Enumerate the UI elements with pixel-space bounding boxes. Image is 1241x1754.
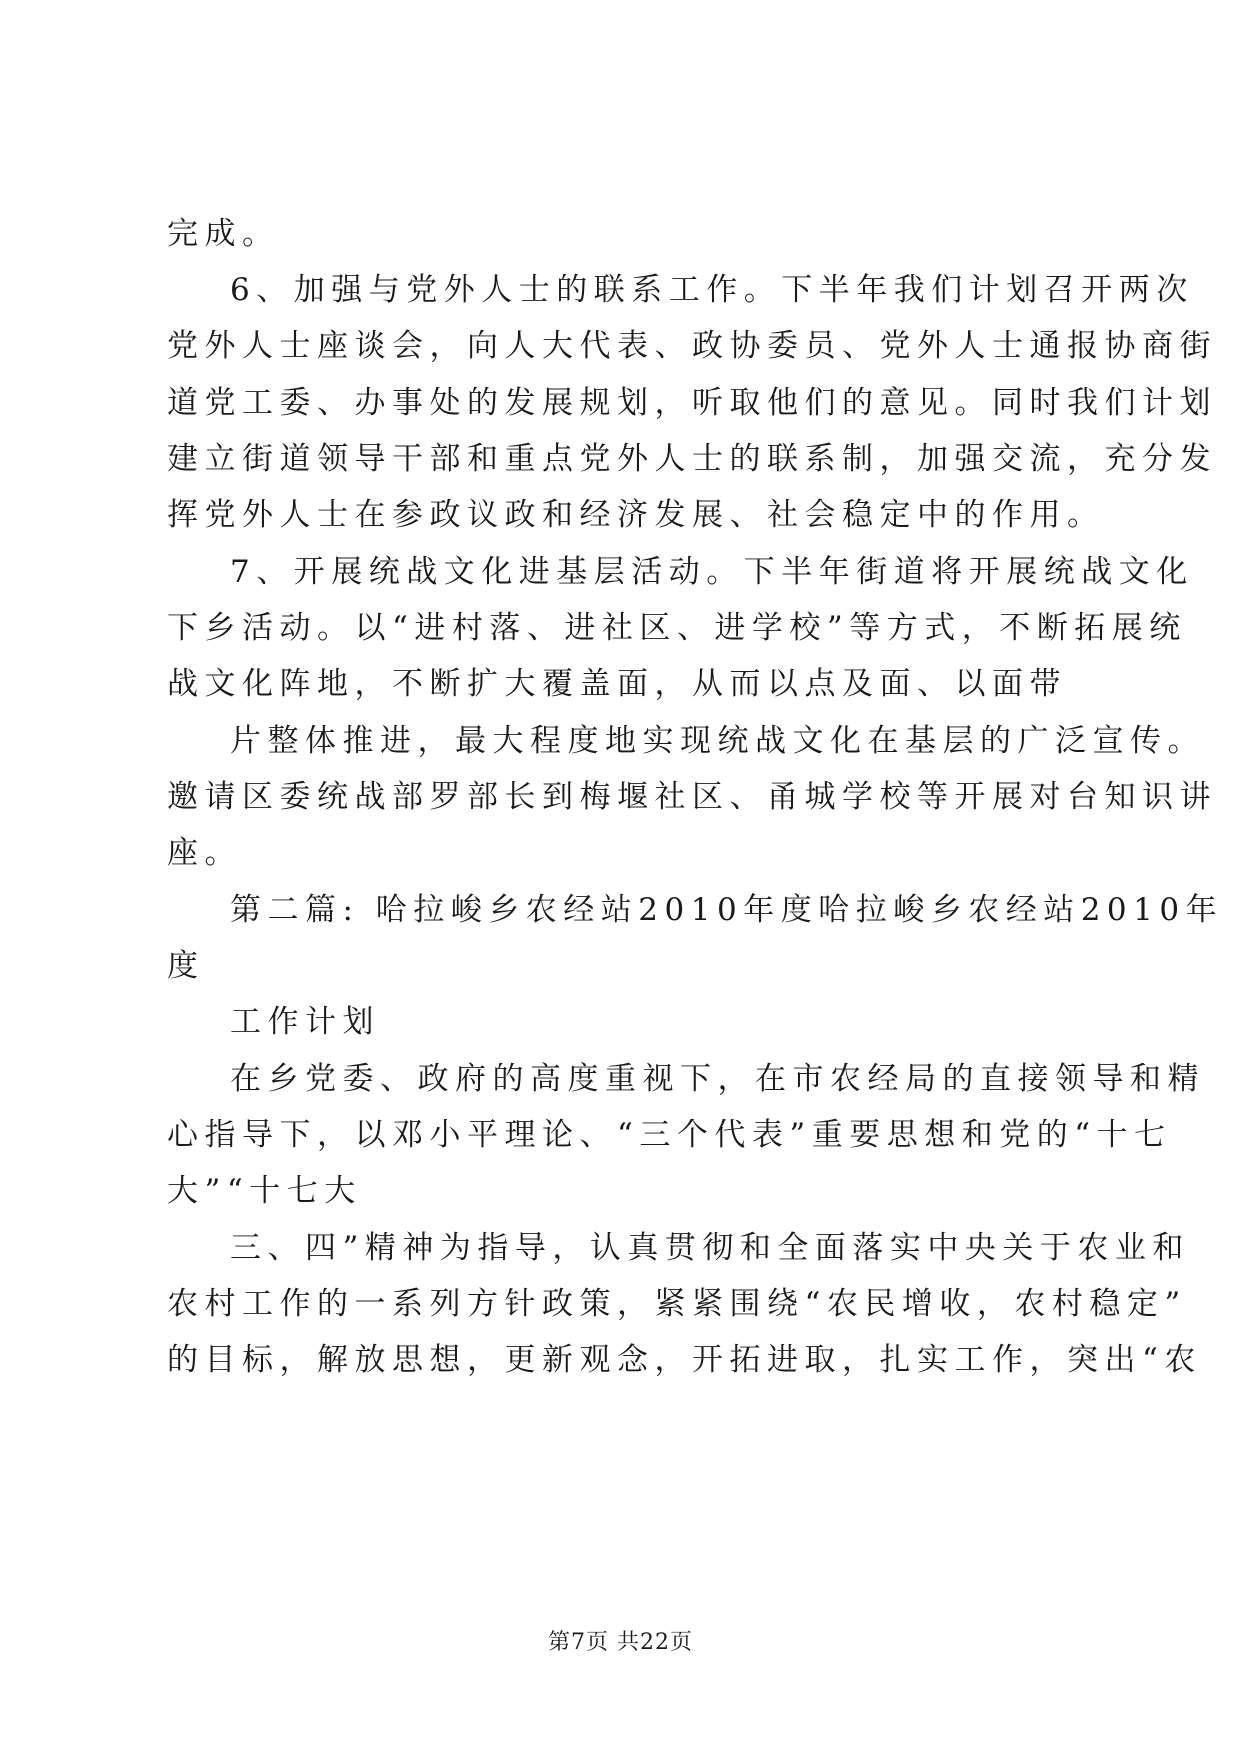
text-line: 6、加强与党外人士的联系工作。下半年我们计划召开两次 — [230, 272, 1194, 308]
text-line: 座。 — [167, 835, 242, 871]
text-line: 片整体推进，最大程度地实现统战文化在基层的广泛宣传。 — [230, 723, 1205, 759]
text-line: 大”“十七大 — [167, 1173, 362, 1209]
text-line: 邀请区委统战部罗部长到梅堰社区、甬城学校等开展对台知识讲 — [167, 779, 1217, 815]
text-line: 在乡党委、政府的高度重视下，在市农经局的直接领导和精 — [230, 1061, 1205, 1097]
text-line: 建立街道领导干部和重点党外人士的联系制，加强交流，充分发 — [167, 441, 1217, 477]
text-line: 7、开展统战文化进基层活动。下半年街道将开展统战文化 — [230, 554, 1194, 590]
section-heading: 第二篇: 哈拉峻乡农经站2010年度哈拉峻乡农经站2010年 — [230, 892, 1224, 928]
text-line: 挥党外人士在参政议政和经济发展、社会稳定中的作用。 — [167, 497, 1105, 533]
text-line: 的目标，解放思想，更新观念，开拓进取，扎实工作，突出“农 — [167, 1342, 1202, 1378]
text-line: 心指导下，以邓小平理论、“三个代表”重要思想和党的“十七 — [167, 1117, 1172, 1153]
text-line: 下乡活动。以“进村落、进社区、进学校”等方式，不断拓展统 — [167, 610, 1187, 646]
text-line: 道党工委、办事处的发展规划，听取他们的意见。同时我们计划 — [167, 385, 1217, 421]
section-subheading: 工作计划 — [230, 1004, 380, 1040]
text-line: 三、四”精神为指导，认真贯彻和全面落实中央关于农业和 — [230, 1230, 1190, 1266]
text-line: 度 — [167, 948, 205, 984]
text-line: 战文化阵地，不断扩大覆盖面，从而以点及面、以面带 — [167, 666, 1067, 702]
text-line: 完成。 — [167, 216, 280, 252]
page-number-footer: 第7页 共22页 — [548, 1630, 693, 1655]
text-line: 农村工作的一系列方针政策，紧紧围绕“农民增收，农村稳定” — [167, 1286, 1187, 1322]
text-line: 党外人士座谈会，向人大代表、政协委员、党外人士通报协商街 — [167, 328, 1217, 364]
